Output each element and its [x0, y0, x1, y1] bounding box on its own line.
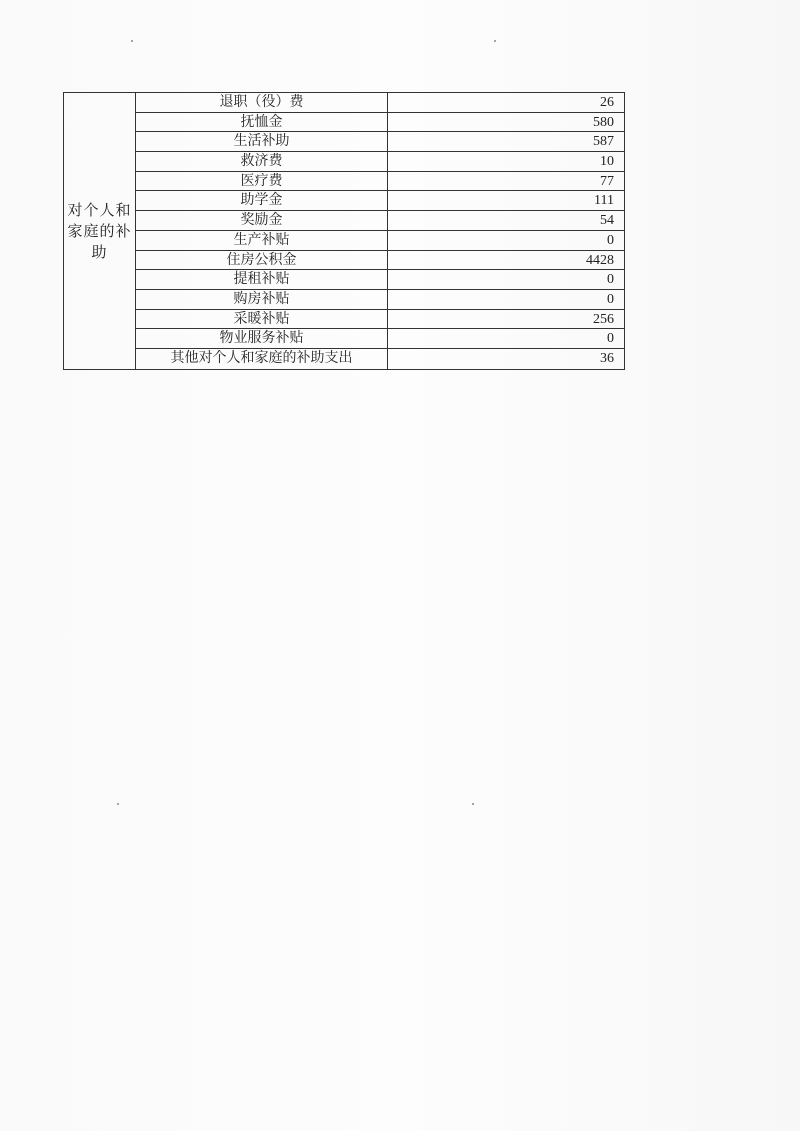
row-value: 26	[600, 95, 614, 110]
subsidy-table	[63, 92, 625, 370]
category-cell	[64, 93, 136, 369]
row-value: 0	[607, 331, 614, 347]
category-label: 对个人和家庭的补助	[67, 200, 132, 261]
table-row	[136, 290, 624, 310]
row-name: 救济费	[136, 152, 388, 171]
table-row	[136, 172, 624, 192]
table-row	[136, 310, 624, 330]
scan-speck	[117, 803, 119, 805]
table-row	[136, 251, 624, 271]
table-row	[136, 152, 624, 172]
row-name: 住房公积金	[136, 251, 388, 270]
row-value: 256	[593, 311, 614, 327]
table-row	[136, 191, 624, 211]
scan-speck	[494, 40, 496, 42]
row-value: 580	[593, 114, 614, 130]
table-row	[136, 211, 624, 231]
row-name: 购房补贴	[136, 290, 388, 309]
row-value: 77	[600, 173, 614, 189]
row-name: 采暖补贴	[136, 310, 388, 329]
table-rows	[136, 93, 624, 369]
row-name: 其他对个人和家庭的补助支出	[136, 349, 388, 369]
row-name: 生活补助	[136, 132, 388, 151]
table-row	[136, 93, 624, 113]
row-value: 0	[607, 232, 614, 248]
row-value: 10	[600, 154, 614, 170]
table-row	[136, 231, 624, 251]
row-name: 奖励金	[136, 211, 388, 230]
scan-speck	[472, 803, 474, 805]
row-name: 助学金	[136, 191, 388, 210]
row-value: 54	[600, 213, 614, 229]
table-row	[136, 132, 624, 152]
row-name: 物业服务补贴	[136, 329, 388, 348]
scan-speck	[131, 40, 133, 42]
row-name: 提租补贴	[136, 270, 388, 289]
row-value: 4428	[586, 252, 614, 268]
row-value: 0	[607, 291, 614, 307]
table-row	[136, 329, 624, 349]
row-name: 退职（役）费	[136, 93, 388, 112]
row-name: 生产补贴	[136, 231, 388, 250]
row-name: 抚恤金	[136, 113, 388, 132]
table-row	[136, 270, 624, 290]
row-name: 医疗费	[136, 172, 388, 191]
table-row	[136, 349, 624, 369]
row-value: 111	[594, 193, 614, 209]
row-value: 36	[600, 350, 614, 366]
table-row	[136, 113, 624, 133]
row-value: 587	[593, 134, 614, 150]
row-value: 0	[607, 272, 614, 288]
